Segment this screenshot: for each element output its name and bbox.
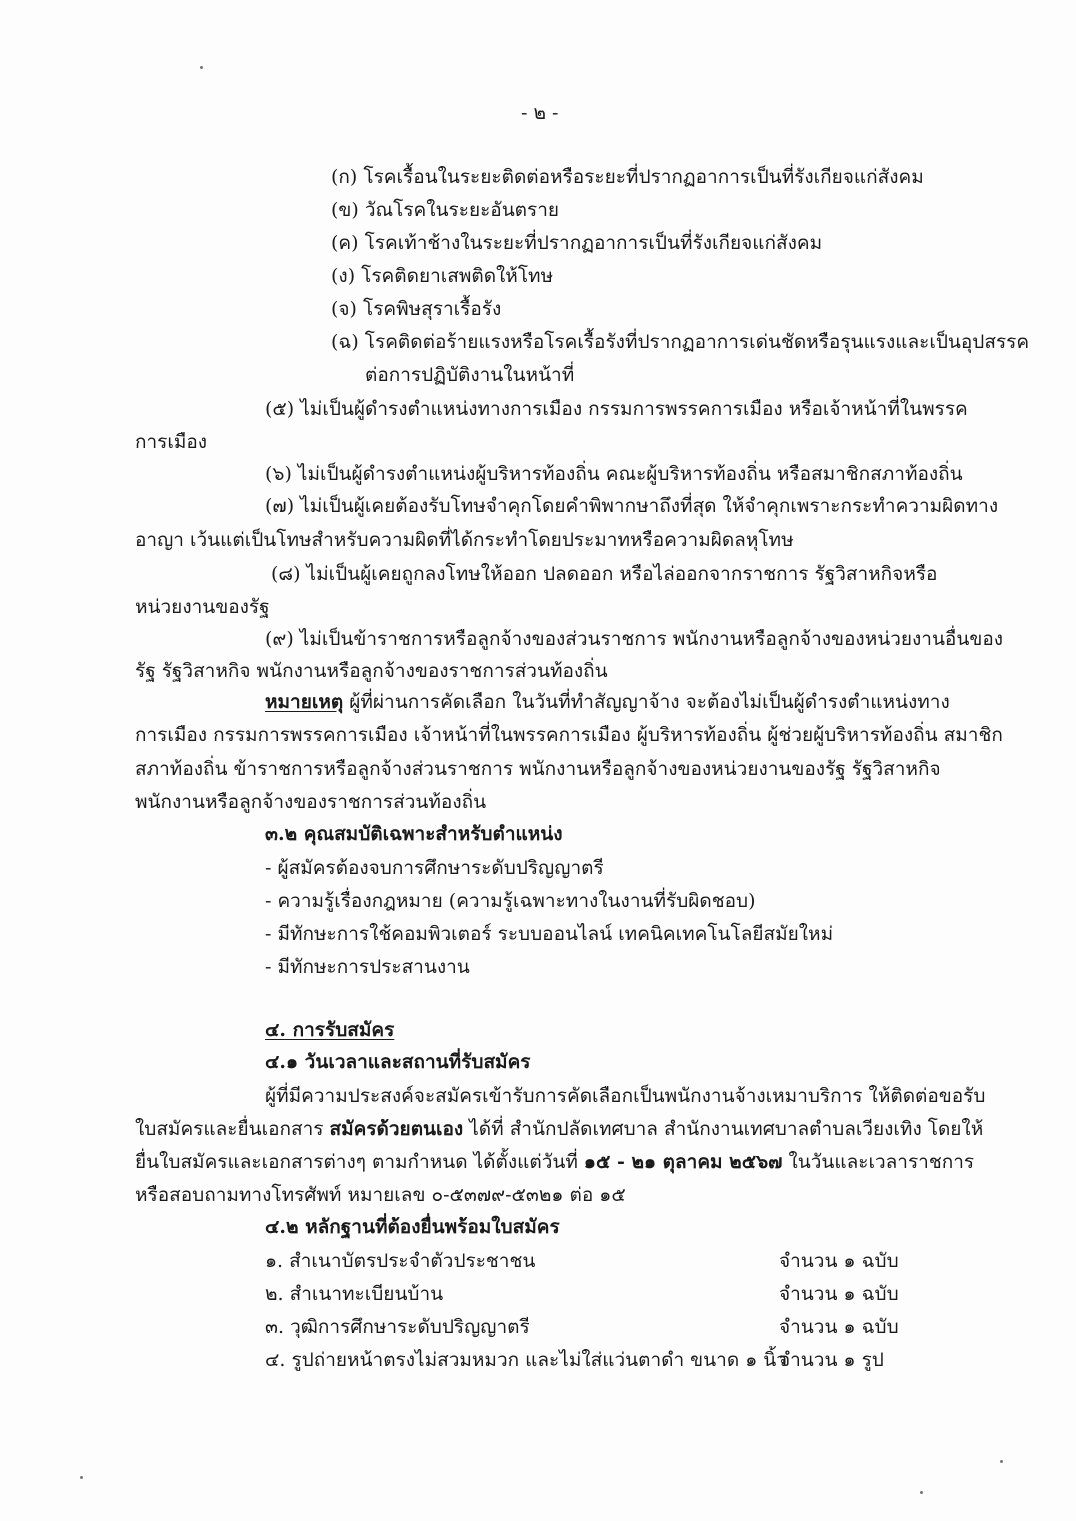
application-paragraph-line-1: ผู้ที่มีความประสงค์จะสมัครเข้ารับการคัดเลือกเป็นพนักงานจ้างเหมาบริการ ให้ติดต่อขอรับ [265,1085,986,1107]
document-qty: จำนวน ๑ ฉบับ [779,1283,899,1305]
qualification-8-cont: หน่วยงานของรัฐ [135,596,270,618]
scan-speck [200,66,203,69]
qualification-9-cont: รัฐ รัฐวิสาหกิจ พนักงานหรือลูกจ้างของราชการส่วนท้องถิ่น [135,660,608,682]
document-item: ๓. วุฒิการศึกษาระดับปริญญาตรี [265,1316,530,1338]
document-item: ๔. รูปถ่ายหน้าตรงไม่สวมหมวก และไม่ใส่แว่นตาดำ ขนาด ๑ นิ้ว [265,1349,787,1371]
disease-item: (ง) โรคติดยาเสพติดให้โทษ [331,265,554,287]
section-4-2-heading: ๔.๒ หลักฐานที่ต้องยื่นพร้อมใบสมัคร [265,1216,560,1238]
application-paragraph-line-4: หรือสอบถามทางโทรศัพท์ หมายเลข ๐-๕๓๗๙-๕๓๒๑ ต่อ ๑๕ [135,1184,626,1206]
para-text: ยื่นใบสมัครและเอกสารต่างๆ ตามกำหนด ได้ตั้งแต่วันที่ [135,1151,584,1173]
note-line-3: สภาท้องถิ่น ข้าราชการหรือลูกจ้างส่วนราชการ พนักงานหรือลูกจ้างของหน่วยงานของรัฐ รัฐวิสาหกิจ [135,758,941,780]
para-text: ใบสมัครและยื่นเอกสาร [135,1118,330,1140]
qualification-7: (๗) ไม่เป็นผู้เคยต้องรับโทษจำคุกโดยคำพิพากษาถึงที่สุด ให้จำคุกเพราะกระทำความผิดทาง [265,495,999,517]
qualification-7-cont: อาญา เว้นแต่เป็นโทษสำหรับความผิดที่ได้กระทำโดยประมาทหรือความผิดลหุโทษ [135,529,794,551]
disease-item: (จ) โรคพิษสุราเรื้อรัง [331,298,502,320]
note-label: หมายเหตุ [265,691,344,713]
disease-item: (ค) โรคเท้าช้างในระยะที่ปรากฏอาการเป็นที่รังเกียจแก่สังคม [331,232,823,254]
page-number: - ๒ - [521,102,559,124]
spec-item: - มีทักษะการใช้คอมพิวเตอร์ ระบบออนไลน์ เทคนิคเทคโนโลยีสมัยใหม่ [265,923,834,945]
note-line-1 [265,690,950,714]
in-person-text: สมัครด้วยตนเอง [329,1118,464,1140]
spec-item: - มีทักษะการประสานงาน [265,956,470,978]
application-paragraph-line-3 [135,1150,974,1174]
note-text: ผู้ที่ผ่านการคัดเลือก ในวันที่ทำสัญญาจ้าง จะต้องไม่เป็นผู้ดำรงตำแหน่งทาง [343,691,950,713]
note-line-4: พนักงานหรือลูกจ้างของราชการส่วนท้องถิ่น [135,791,487,813]
section-4-1-heading: ๔.๑ วันเวลาและสถานที่รับสมัคร [265,1051,531,1073]
document-qty: จำนวน ๑ ฉบับ [779,1250,899,1272]
document-item: ๑. สำเนาบัตรประจำตัวประชาชน [265,1250,536,1272]
qualification-5-cont: การเมือง [135,431,208,453]
qualification-8: (๘) ไม่เป็นผู้เคยถูกลงโทษให้ออก ปลดออก หรือไล่ออกจากราชการ รัฐวิสาหกิจหรือ [271,563,938,585]
scan-speck [1000,1460,1003,1463]
note-line-2: การเมือง กรรมการพรรคการเมือง เจ้าหน้าที่ในพรรคการเมือง ผู้บริหารท้องถิ่น ผู้ช่วยผู้บริหารท้องถิ่น สมาชิก [135,724,1003,746]
para-text: ในวันและเวลาราชการ [782,1151,975,1173]
qualification-9: (๙) ไม่เป็นข้าราชการหรือลูกจ้างของส่วนราชการ พนักงานหรือลูกจ้างของหน่วยงานอื่นของ [265,628,1004,650]
qualification-6: (๖) ไม่เป็นผู้ดำรงตำแหน่งผู้บริหารท้องถิ่น คณะผู้บริหารท้องถิ่น หรือสมาชิกสภาท้องถิ่น [265,463,963,485]
document-qty: จำนวน ๑ รูป [779,1349,884,1371]
spec-item: - ความรู้เรื่องกฎหมาย (ความรู้เฉพาะทางในงานที่รับผิดชอบ) [265,890,756,912]
para-text: ได้ที่ สำนักปลัดเทศบาล สำนักงานเทศบาลตำบลเวียงเทิง โดยให้ [463,1118,984,1140]
spec-item: - ผู้สมัครต้องจบการศึกษาระดับปริญญาตรี [265,857,604,879]
scan-speck [80,1476,83,1479]
disease-item: (ข) วัณโรคในระยะอันตราย [331,199,560,221]
document-item: ๒. สำเนาทะเบียนบ้าน [265,1283,444,1305]
scan-speck [920,1491,923,1494]
section-4-heading: ๔. การรับสมัคร [265,1019,395,1041]
application-dates: ๑๕ - ๒๑ ตุลาคม ๒๕๖๗ [583,1151,783,1173]
disease-item: (ก) โรคเรื้อนในระยะติดต่อหรือระยะที่ปรากฏอาการเป็นที่รังเกียจแก่สังคม [331,166,924,188]
document-qty: จำนวน ๑ ฉบับ [779,1316,899,1338]
qualification-5: (๕) ไม่เป็นผู้ดำรงตำแหน่งทางการเมือง กรรมการพรรคการเมือง หรือเจ้าหน้าที่ในพรรค [265,398,968,420]
disease-item-continuation: ต่อการปฏิบัติงานในหน้าที่ [365,364,575,386]
application-paragraph-line-2 [135,1117,983,1141]
section-3-2-heading: ๓.๒ คุณสมบัติเฉพาะสำหรับตำแหน่ง [265,823,563,845]
disease-item: (ฉ) โรคติดต่อร้ายแรงหรือโรคเรื้อรังที่ปรากฏอาการเด่นชัดหรือรุนแรงและเป็นอุปสรรค [331,331,1030,353]
